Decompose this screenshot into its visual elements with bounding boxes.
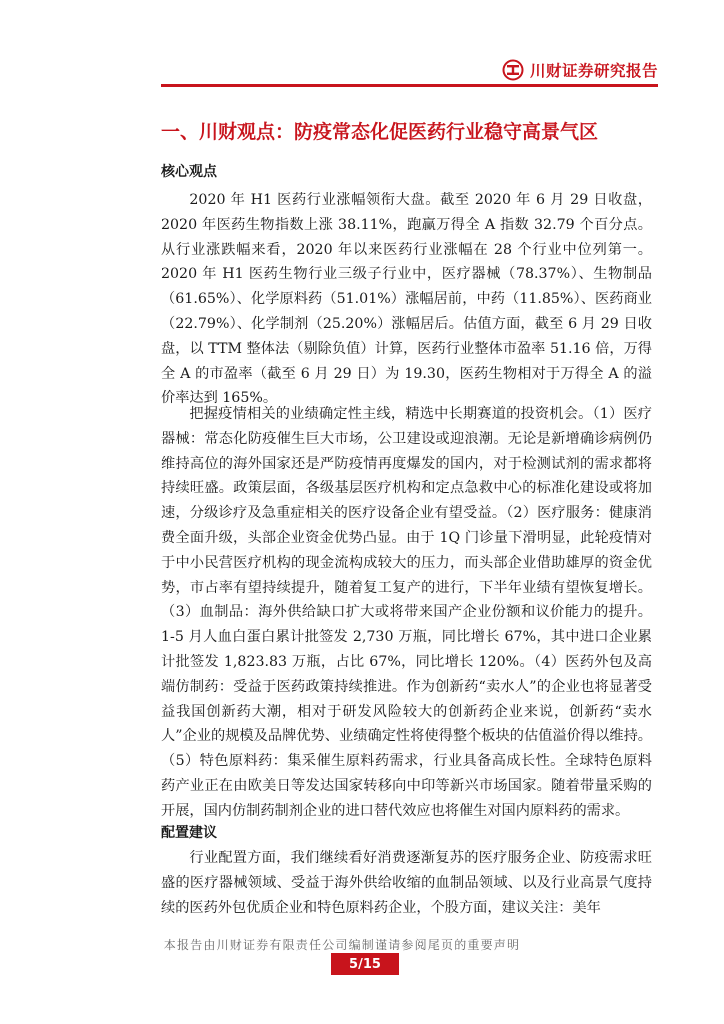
page-number-badge: 5/15 <box>331 953 399 975</box>
header-brand <box>502 57 658 83</box>
disclaimer-note: 本报告由川财证券有限责任公司编制谨请参阅尾页的重要声明 <box>163 938 521 952</box>
core-view-heading: 核心观点 <box>161 164 217 180</box>
allocation-heading: 配置建议 <box>161 825 217 841</box>
core-view-paragraph-1: 2020 年 H1 医药行业涨幅领衔大盘。截至 2020 年 6 月 29 日收盘，2020 年医药生物指数上涨 38.11%，跑赢万得全 A 指数 32.79 个百分点。从行业涨跌幅来看，2020 年以来医药行业涨幅在 28 个行业中位列第一。2020 年 H1 医药生物行业三级子行业中，医疗器械（78.37%）、生物制品（61.65%）、化学原料药（51.01%）涨幅居前，中药（11.85%）、医药商业（22.79%）、化学制剂（25.20%）涨幅居后。估值方面，截至 6 月 29 日收盘，以 TTM 整体法（剔除负值）计算，医药行业整体市盈率 51.16 倍，万得全 A 的市盈率（截至 6 月 29 日）为 19.30，医药生物相对于万得全 A 的溢价率达到 165%。 <box>161 192 652 407</box>
brand-name: 川财证券研究报告 <box>529 62 658 80</box>
section-title: 一、川财观点：防疫常态化促医药行业稳守高景气区 <box>161 121 599 143</box>
allocation-paragraph: 行业配置方面，我们继续看好消费逐渐复苏的医疗服务企业、防疫需求旺盛的医疗器械领域、受益于海外供给收缩的血制品领域、以及行业高景气度持续的医药外包优质企业和特色原料药企业，个股方面，建议关注：美年 <box>161 850 652 916</box>
header-divider <box>161 84 658 87</box>
logo-icon <box>502 59 524 81</box>
core-view-paragraph-2: 把握疫情相关的业绩确定性主线，精选中长期赛道的投资机会。（1）医疗器械：常态化防疫催生巨大市场，公卫建设或迎浪潮。无论是新增确诊病例仍维持高位的海外国家还是严防疫情再度爆发的国内，对于检测试剂的需求都将持续旺盛。政策层面，各级基层医疗机构和定点急救中心的标准化建设或将加速，分级诊疗及急重症相关的医疗设备企业有望受益。（2）医疗服务：健康消费全面升级，头部企业资金优势凸显。由于 1Q 门诊量下滑明显，此轮疫情对于中小民营医疗机构的现金流构成较大的压力，而头部企业借助雄厚的资金优势，市占率有望持续提升，随着复工复产的进行，下半年业绩有望恢复增长。（3）血制品：海外供给缺口扩大或将带来国产企业份额和议价能力的提升。1-5 月人血白蛋白累计批签发 2,730 万瓶，同比增长 67%，其中进口企业累计批签发 1,823.83 万瓶，占比 67%，同比增长 120%。（4）医药外包及高端仿制药：受益于医药政策持续推进。作为创新药“卖水人”的企业也将显著受益我国创新药大潮，相对于研发风险较大的创新药企业来说，创新药“卖水人”企业的规模及品牌优势、业绩确定性将使得整个板块的估值溢价得以维持。（5）特色原料药：集采催生原料药需求，行业具备高成长性。全球特色原料药产业正在由欧美日等发达国家转移向中印等新兴市场国家。随着带量采购的开展，国内仿制药制剂企业的进口替代效应也将催生对国内原料药的需求。 <box>161 406 652 819</box>
